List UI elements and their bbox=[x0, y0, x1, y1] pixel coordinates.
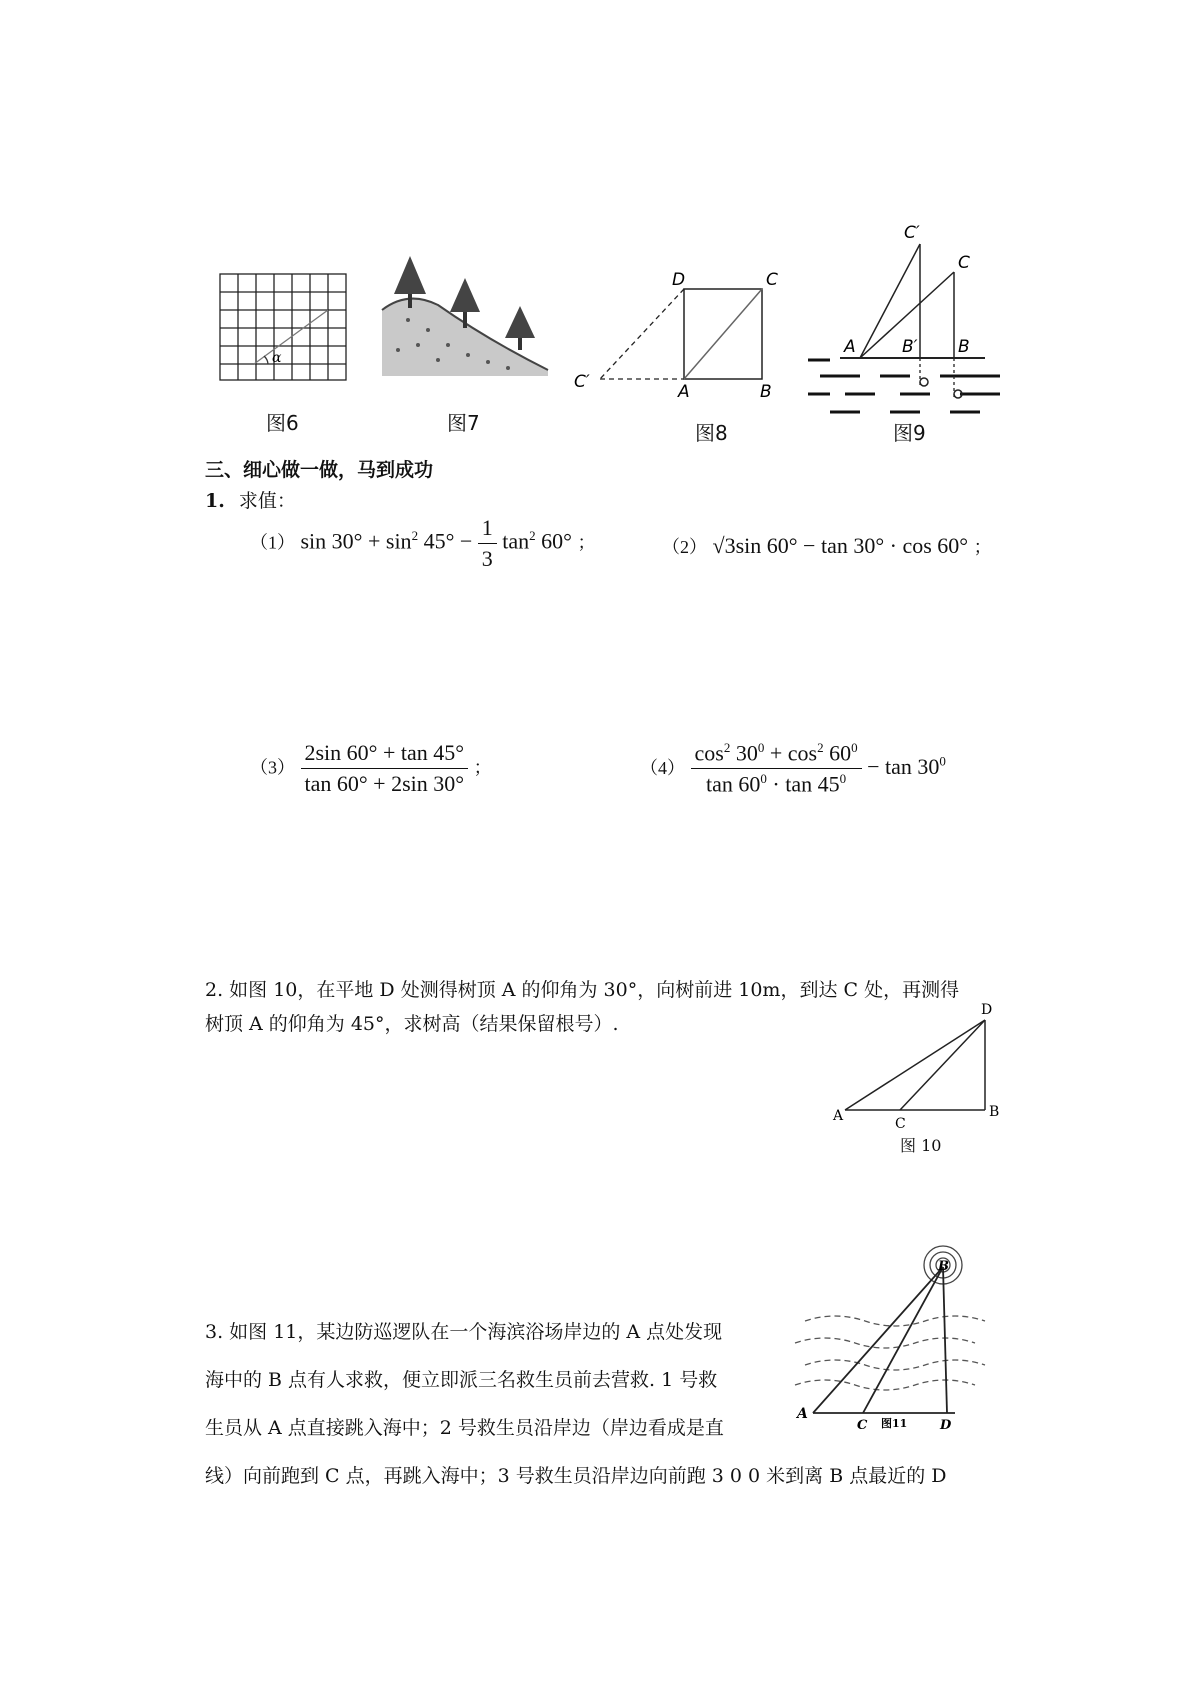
question-1 bbox=[205, 486, 296, 516]
figure-10 bbox=[825, 1000, 1000, 1150]
tree-icon bbox=[505, 306, 535, 350]
fig7-caption: 图7 bbox=[447, 411, 480, 435]
q2-line1: 2. 如图 10，在平地 D 处测得树顶 A 的仰角为 30°，向树前进 10m，到达 C 处，再测得 bbox=[205, 979, 960, 1001]
figure-8 bbox=[570, 265, 790, 400]
label-A: A bbox=[678, 382, 690, 400]
figure-6 bbox=[210, 270, 355, 410]
q1-part2-expression: （2） √3sin 60° − tan 30° · cos 60° ； bbox=[662, 533, 992, 558]
q2-line2: 树顶 A 的仰角为 45°，求树高（结果保留根号）. bbox=[205, 1013, 619, 1035]
label-B: B bbox=[938, 1259, 949, 1274]
q3-line1: 3. 如图 11，某边防巡逻队在一个海滨浴场岸边的 A 点处发现 bbox=[205, 1321, 723, 1343]
hill-trees-illustration bbox=[378, 250, 553, 410]
section-heading: 三、细心做一做，马到成功 bbox=[205, 459, 434, 481]
triangle-diagram-10 bbox=[825, 1000, 1000, 1150]
q1-text: 求值： bbox=[238, 490, 296, 512]
label-D: D bbox=[672, 270, 686, 290]
label-C: C bbox=[895, 1116, 906, 1132]
figure-7 bbox=[378, 250, 553, 410]
figure-9 bbox=[800, 222, 1010, 417]
q3-line4: 线）向前跑到 C 点，再跳入海中；3 号救生员沿岸边向前跑 3 0 0 米到离 B 点最近的 D bbox=[205, 1465, 947, 1487]
rescue-diagram-11 bbox=[785, 1245, 990, 1430]
fig8-caption: 图8 bbox=[695, 421, 728, 445]
q1-number: 1. bbox=[205, 490, 225, 512]
q1-part1-expression: （1） $\sin 30^\circ + \sin^2 45^\circ$ − $\frac{1}{3}$ $\tan^2 60^\circ$ ； bbox=[250, 515, 596, 571]
label-A: A bbox=[797, 1406, 808, 1422]
label-C-prime: C′ bbox=[904, 223, 920, 243]
fig10-caption: 图 10 bbox=[900, 1136, 942, 1155]
label-B-prime: B′ bbox=[902, 337, 918, 357]
figure-11 bbox=[785, 1245, 990, 1430]
label-D: D bbox=[981, 1002, 993, 1018]
angle-alpha-label: α bbox=[272, 350, 282, 366]
label-B: B bbox=[989, 1104, 1000, 1120]
grid-diagram bbox=[210, 270, 355, 410]
label-C-prime: C′ bbox=[574, 372, 590, 392]
label-C: C bbox=[766, 270, 778, 290]
label-D: D bbox=[940, 1418, 952, 1430]
q3-line2: 海中的 B 点有人求救，便立即派三名救生员前去营救. 1 号救 bbox=[205, 1369, 718, 1391]
fig6-caption: 图6 bbox=[266, 411, 299, 435]
triangles-water-diagram bbox=[800, 222, 1010, 417]
square-diagram bbox=[570, 265, 790, 400]
label-B: B bbox=[958, 337, 970, 357]
fig11-caption: 图11 bbox=[881, 1417, 908, 1430]
q3-line3: 生员从 A 点直接跳入海中；2 号救生员沿岸边（岸边看成是直 bbox=[205, 1417, 724, 1439]
label-B: B bbox=[760, 382, 772, 400]
label-A: A bbox=[844, 337, 856, 357]
label-A: A bbox=[833, 1108, 844, 1124]
fig9-caption: 图9 bbox=[893, 421, 926, 445]
label-C: C bbox=[958, 253, 970, 273]
label-C: C bbox=[857, 1418, 868, 1430]
q1-part3-expression: （3） $\frac{2\sin 60^\circ + \tan 45^\circ}{\tan 60^\circ + 2\sin 30^\circ}$ ； bbox=[250, 740, 492, 796]
q1-part4-expression: （4） $\frac{\cos^2 30^0 + \cos^2 60^0}{\tan 60^0 \cdot \tan 45^0}$ − $\tan 30^0$ bbox=[640, 740, 946, 797]
